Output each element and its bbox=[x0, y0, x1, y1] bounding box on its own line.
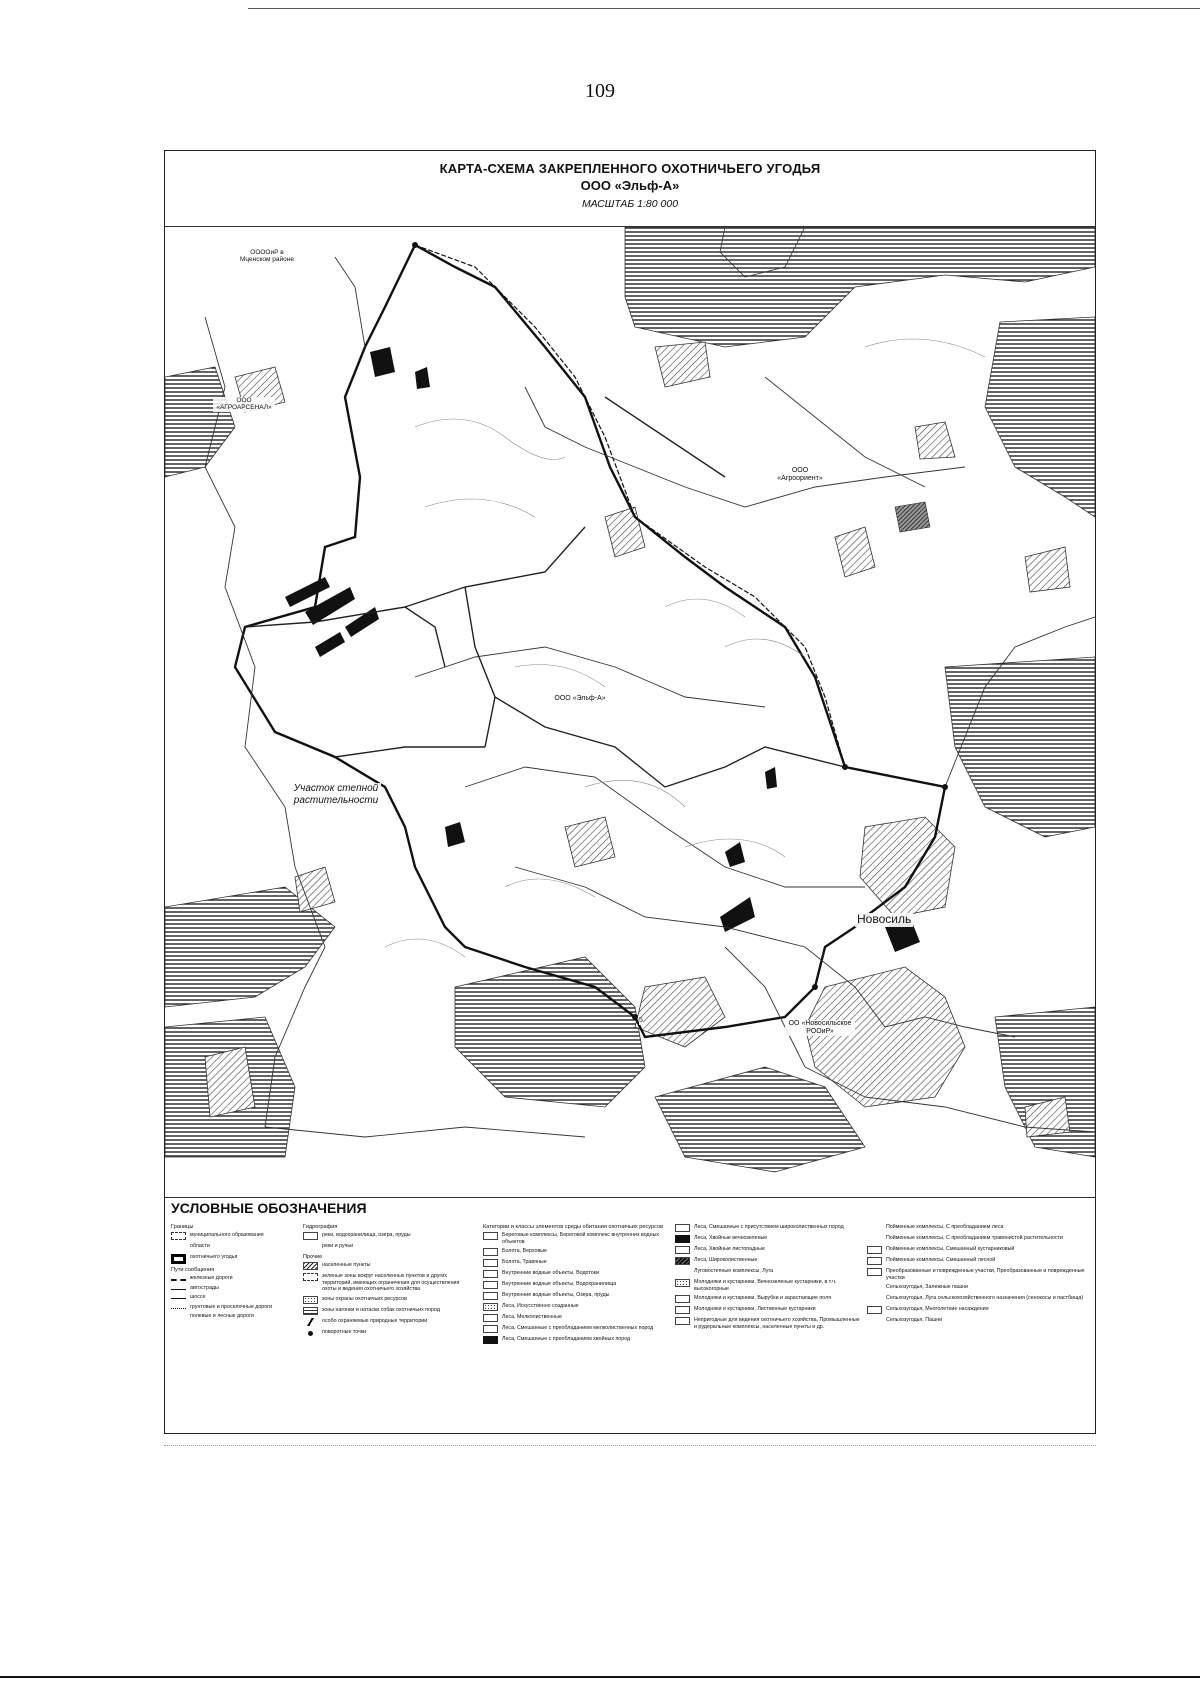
map-frame bbox=[164, 150, 1096, 1434]
highway-swatch bbox=[171, 1289, 186, 1290]
legend-item: зоны охраны охотничьих ресурсов bbox=[303, 1296, 475, 1304]
legend-item: Леса, Смешанные с преобладанием хвойных пород bbox=[483, 1336, 668, 1344]
legend-item: Луговостепные комплексы, Луга bbox=[675, 1268, 860, 1276]
scan-dotted-line bbox=[164, 1445, 1096, 1446]
habitat-swatch bbox=[483, 1314, 498, 1322]
habitat-swatch bbox=[483, 1259, 498, 1267]
legend-item: Леса, Смешанные с преобладанием мелколиственных пород bbox=[483, 1325, 668, 1333]
map-title-block bbox=[165, 151, 1095, 227]
legend bbox=[165, 1197, 1095, 1434]
map-area bbox=[165, 227, 1095, 1197]
top-rule bbox=[248, 8, 1200, 9]
map-drawing bbox=[165, 227, 1095, 1197]
legend-col-habitat-1 bbox=[483, 1224, 668, 1347]
habitat-swatch bbox=[867, 1268, 882, 1276]
legend-title: УСЛОВНЫЕ ОБОЗНАЧЕНИЯ bbox=[171, 1200, 367, 1216]
legend-item: Сельхозугодья, Луга сельскохозяйственного назначения (сенокосы и пастбища) bbox=[867, 1295, 1089, 1303]
legend-item: Внутренние водные объекты, Водотоки bbox=[483, 1270, 668, 1278]
habitat-swatch bbox=[867, 1295, 882, 1303]
legend-item: Леса, Искусственно созданные bbox=[483, 1303, 668, 1311]
habitat-swatch bbox=[675, 1235, 690, 1243]
green-zone-swatch bbox=[303, 1273, 318, 1281]
habitat-swatch bbox=[483, 1336, 498, 1344]
legend-item: Внутренние водные объекты, Озера, пруды bbox=[483, 1292, 668, 1300]
legend-item: Болота, Верховые bbox=[483, 1248, 668, 1256]
label-neighbor-novosil: ОО «Новосильское РООиР» bbox=[785, 1020, 855, 1036]
habitat-swatch bbox=[675, 1224, 690, 1232]
inner-boundaries bbox=[245, 397, 845, 787]
coniferous-forest-patches bbox=[285, 347, 920, 952]
habitat-swatch bbox=[867, 1306, 882, 1314]
protection-zone-swatch bbox=[303, 1296, 318, 1304]
legend-col-borders bbox=[171, 1224, 299, 1324]
legend-item: Молодняки и кустарники, Вырубки и зарастающие поля bbox=[675, 1295, 860, 1303]
legend-item: Сельхозугодья, Многолетние насаждения bbox=[867, 1306, 1089, 1314]
habitat-swatch bbox=[675, 1295, 690, 1303]
map-scale: МАСШТАБ 1:80 000 bbox=[581, 198, 679, 210]
legend-item: реки, водохранилища, озера, пруды bbox=[303, 1232, 475, 1240]
legend-item: Пойменные комплексы, Смешанный кустарниковый bbox=[867, 1246, 1089, 1254]
legend-item: Пойменные комплексы, С преобладанием леса bbox=[867, 1224, 1089, 1232]
blank-swatch bbox=[303, 1243, 318, 1251]
habitat-swatch bbox=[867, 1284, 882, 1292]
legend-item: Молодняки и кустарники, Лиственные кустарники bbox=[675, 1306, 860, 1314]
dog-training-zone-swatch bbox=[303, 1307, 318, 1315]
protected-area-swatch bbox=[303, 1318, 318, 1326]
legend-item: Леса, Хвойные вечнозеленые bbox=[675, 1235, 860, 1243]
legend-borders-header: Границы bbox=[171, 1224, 194, 1230]
habitat-swatch bbox=[483, 1303, 498, 1311]
legend-item: грунтовые и проселочные дороги bbox=[171, 1304, 299, 1311]
water-swatch bbox=[303, 1232, 318, 1240]
map-title: КАРТА-СХЕМА ЗАКРЕПЛЕННОГО ОХОТНИЧЬЕГО УГОДЬЯ bbox=[439, 161, 821, 176]
legend-habitat-header: Категории и классы элементов среды обитания охотничьих ресурсов bbox=[483, 1224, 664, 1230]
legend-item: Леса, Широколиственные bbox=[675, 1257, 860, 1265]
habitat-swatch bbox=[675, 1306, 690, 1314]
turning-point-swatch bbox=[308, 1331, 313, 1336]
legend-item: полевые и лесные дороги bbox=[171, 1313, 299, 1321]
legend-item: особо охраняемые природные территории bbox=[303, 1318, 475, 1326]
legend-col-habitat-3 bbox=[867, 1224, 1089, 1328]
label-point-5: 5 bbox=[639, 1017, 643, 1024]
legend-hydro-header: Гидрография bbox=[303, 1224, 338, 1230]
habitat-swatch bbox=[867, 1235, 882, 1243]
legend-item: Леса, Мелколиственные bbox=[483, 1314, 668, 1322]
label-steppe-plot: Участок степной растительности bbox=[291, 783, 381, 806]
legend-item: автострады bbox=[171, 1285, 299, 1292]
label-town-novosil: Новосиль bbox=[857, 912, 912, 926]
habitat-swatch bbox=[867, 1246, 882, 1254]
habitat-swatch bbox=[483, 1270, 498, 1278]
legend-item: охотничьего угодья bbox=[171, 1254, 299, 1264]
legend-item: области bbox=[171, 1243, 299, 1251]
legend-item: Сельхозугодья, Залежные пашни bbox=[867, 1284, 1089, 1292]
legend-item: Преобразованные и поврежденные участки, Преобразованные и поврежденные участки bbox=[867, 1268, 1089, 1281]
legend-item: Береговые комплексы, Береговой комплекс внутренних водных объектов bbox=[483, 1232, 668, 1245]
blank-swatch bbox=[171, 1243, 186, 1251]
legend-item: зеленые зоны вокруг населенных пунктов и других территорий, имеющих ограничения для осуществления охоты и ведения охотничьего хозяйства bbox=[303, 1273, 475, 1293]
dashed-border-swatch bbox=[171, 1232, 186, 1240]
legend-item: железные дороги bbox=[171, 1275, 299, 1282]
legend-item: реки и ручьи bbox=[303, 1243, 475, 1251]
habitat-swatch bbox=[675, 1257, 690, 1265]
legend-item: Молодняки и кустарники, Вечнозеленые кустарники, в т.ч. высокогорные bbox=[675, 1279, 860, 1292]
legend-item: Непригодные для ведения охотничьего хозяйства, Промышленные и рудеральные комплексы, населенные пункты и др. bbox=[675, 1317, 860, 1330]
legend-other-header: Прочие bbox=[303, 1253, 323, 1260]
legend-item: Пойменные комплексы, Смешанный лесной bbox=[867, 1257, 1089, 1265]
legend-item: муниципального образования bbox=[171, 1232, 299, 1240]
bottom-rule bbox=[0, 1676, 1200, 1678]
habitat-swatch bbox=[483, 1281, 498, 1289]
habitat-swatch bbox=[483, 1248, 498, 1256]
legend-item: шоссе bbox=[171, 1294, 299, 1301]
railway-swatch bbox=[171, 1279, 186, 1281]
habitat-swatch bbox=[867, 1257, 882, 1265]
legend-col-hydro-other bbox=[303, 1224, 475, 1339]
thick-border-swatch bbox=[171, 1254, 186, 1264]
dirt-road-swatch bbox=[171, 1308, 186, 1309]
habitat-swatch bbox=[675, 1268, 690, 1276]
label-main-area: ООО «Эльф-А» bbox=[540, 695, 620, 703]
legend-item: населенные пункты bbox=[303, 1262, 475, 1270]
legend-item: поворотные точки bbox=[303, 1329, 475, 1336]
blank-swatch bbox=[171, 1313, 186, 1321]
road-swatch bbox=[171, 1298, 186, 1299]
legend-item: Леса, Хвойные листопадные bbox=[675, 1246, 860, 1254]
label-neighbor-agroarsenal: ООО «АГРОАРСЕНАЛ» bbox=[213, 397, 275, 412]
habitat-swatch bbox=[483, 1292, 498, 1300]
habitat-swatch bbox=[867, 1224, 882, 1232]
legend-item: Сельхозугодья, Пашни bbox=[867, 1317, 1089, 1325]
page-number: 109 bbox=[585, 80, 615, 102]
legend-item: зоны нагонки и натаски собак охотничьих пород bbox=[303, 1307, 475, 1315]
legend-routes-header: Пути сообщения bbox=[171, 1266, 215, 1273]
map-subtitle: ООО «Эльф-А» bbox=[580, 178, 680, 193]
habitat-swatch bbox=[675, 1279, 690, 1287]
legend-item: Леса, Смешанные с присутствием широколиственных пород bbox=[675, 1224, 860, 1232]
label-neighbor-agroorient: ООО «Агроориент» bbox=[770, 467, 830, 483]
legend-item: Болота, Травяные bbox=[483, 1259, 668, 1267]
habitat-swatch bbox=[675, 1246, 690, 1254]
habitat-swatch bbox=[483, 1325, 498, 1333]
habitat-swatch bbox=[483, 1232, 498, 1240]
label-neighbor-mtsensk: ООООиР в Мценском районе bbox=[237, 249, 297, 264]
legend-item: Внутренние водные объекты, Водохранилища bbox=[483, 1281, 668, 1289]
legend-col-habitat-2 bbox=[675, 1224, 860, 1333]
legend-item: Пойменные комплексы, С преобладанием травянистой растительности bbox=[867, 1235, 1089, 1243]
habitat-swatch bbox=[675, 1317, 690, 1325]
habitat-swatch bbox=[867, 1317, 882, 1325]
settlement-swatch bbox=[303, 1262, 318, 1270]
